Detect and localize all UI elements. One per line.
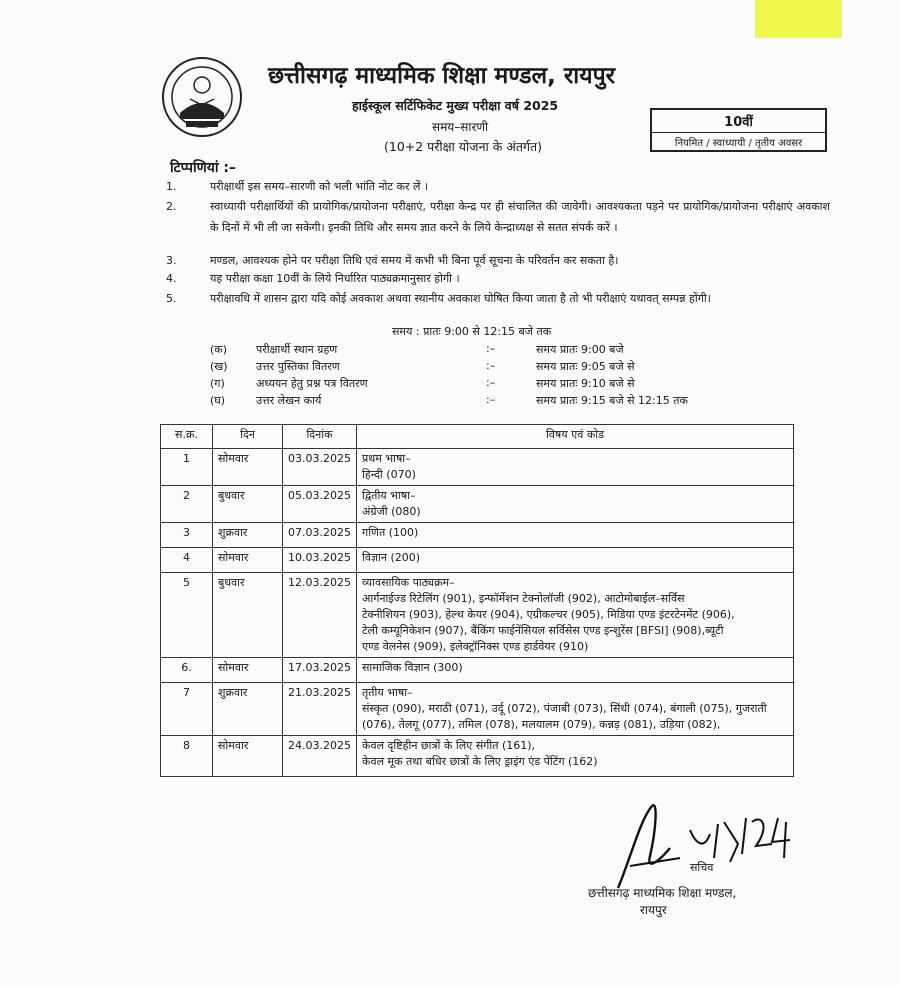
- timing-dash: :–: [486, 342, 496, 355]
- cell-date: 10.03.2025: [283, 548, 357, 573]
- board-seal-icon: [160, 55, 244, 139]
- timing-label: अध्ययन हेतु प्रश्न पत्र वितरण: [256, 377, 368, 390]
- table-row: [161, 658, 794, 683]
- cell-date: 07.03.2025: [283, 523, 357, 548]
- cell-date: 17.03.2025: [283, 658, 357, 683]
- cell-serial: 4: [161, 548, 213, 573]
- table-row: [161, 736, 794, 777]
- notes-heading: टिप्पणियां :–: [170, 160, 236, 176]
- cell-day: सोमवार: [213, 548, 283, 573]
- timing-time: समय प्रातः 9:00 बजे: [536, 343, 624, 356]
- timing-label: परीक्षार्थी स्थान ग्रहण: [256, 343, 338, 356]
- cell-serial: 7: [161, 683, 213, 736]
- subject-line: केवल मूक तथा बधिर छात्रों के लिए ड्राइंग एंड पेंटिंग (162): [362, 755, 598, 768]
- timing-dash: :–: [486, 376, 496, 389]
- cell-serial: 2: [161, 486, 213, 523]
- cell-day: बुधवार: [213, 573, 283, 658]
- signatory-org-line2: रायपुर: [640, 903, 667, 917]
- cell-date: 21.03.2025: [283, 683, 357, 736]
- cell-serial: 6.: [161, 658, 213, 683]
- subject-line: अंग्रेजी (080): [362, 505, 421, 518]
- timing-label: उत्तर पुस्तिका वितरण: [256, 360, 340, 373]
- note-number: 5.: [166, 292, 177, 305]
- subject-line: गणित (100): [362, 526, 419, 539]
- timing-key: (घ): [210, 394, 226, 407]
- timetable-label: समय–सारणी: [432, 120, 489, 134]
- timing-key: (ग): [210, 377, 225, 390]
- exam-schedule-table: [160, 424, 794, 777]
- header-serial: स.क्र.: [161, 425, 213, 449]
- subject-line: एण्ड वेलनेस (909), इलेक्ट्रॉनिक्स एण्ड हार्डवेयर (910): [362, 640, 589, 653]
- cell-subject: [357, 523, 794, 548]
- cell-day: शुक्रवार: [213, 523, 283, 548]
- cell-date: 05.03.2025: [283, 486, 357, 523]
- subject-line: (076), तेलगू (077), तमिल (078), मलयालम (079), कन्नड़ (081), उड़िया (082),: [362, 718, 721, 731]
- exam-subtitle: हाईस्कूल सर्टिफिकेट मुख्य परीक्षा वर्ष 2025: [352, 98, 559, 113]
- timing-time: समय प्रातः 9:10 बजे से: [536, 377, 635, 390]
- table-row: [161, 548, 794, 573]
- cell-serial: 5: [161, 573, 213, 658]
- header-day: दिन: [213, 425, 283, 449]
- subject-line: केवल दृष्टिहीन छात्रों के लिए संगीत (161),: [362, 739, 536, 752]
- cell-day: सोमवार: [213, 449, 283, 486]
- subject-line: प्रथम भाषा–: [362, 452, 411, 465]
- cell-day: सोमवार: [213, 658, 283, 683]
- cell-subject: [357, 683, 794, 736]
- subject-line: हिन्दी (070): [362, 468, 416, 481]
- header-date: दिनांक: [283, 425, 357, 449]
- cell-date: 24.03.2025: [283, 736, 357, 777]
- cell-day: बुधवार: [213, 486, 283, 523]
- subject-line: तृतीय भाषा–: [362, 686, 413, 699]
- cell-subject: [357, 736, 794, 777]
- cell-serial: 1: [161, 449, 213, 486]
- timing-time: समय प्रातः 9:05 बजे से: [536, 360, 635, 373]
- class-box-divider: [652, 132, 825, 133]
- table-row: [161, 523, 794, 548]
- subject-line: विज्ञान (200): [362, 551, 421, 564]
- table-header-row: [161, 425, 794, 449]
- note-text: परीक्षावधि में शासन द्वारा यदि कोई अवकाश अथवा स्थानीय अवकाश घोषित किया जाता है तो भी परीक्षाएं यथावत् सम्पन्न होंगी।: [210, 292, 711, 305]
- cell-subject: [357, 658, 794, 683]
- scheme-label: (10+2 परीक्षा योजना के अंतर्गत): [384, 139, 543, 154]
- table-row: [161, 486, 794, 523]
- note-text: स्वाध्यायी परीक्षार्थियों की प्रायोगिक/प्रायोजना परीक्षाएं, परीक्षा केन्द्र पर ही संचालित की जावेगी। आवश्यकता पड़ने पर प्रायोगिक/प्रायोजना परीक्षाएं अवकाश के दिनों में भी ली जा सकेगी। इनकी तिथि और समय ज्ञात करने के लिये केन्द्राध्यक्ष से सतत संपर्क करें ।: [210, 200, 830, 234]
- timing-row: [210, 376, 710, 394]
- timing-key: (ख): [210, 360, 228, 373]
- table-row: [161, 573, 794, 658]
- timing-row: [210, 359, 710, 377]
- note-number: 4.: [166, 272, 177, 285]
- cell-date: 03.03.2025: [283, 449, 357, 486]
- highlight-marker: [755, 0, 842, 38]
- timing-row: [210, 393, 730, 411]
- note-item: [166, 176, 830, 197]
- timing-dash: :–: [486, 393, 496, 406]
- cell-serial: 8: [161, 736, 213, 777]
- cell-day: सोमवार: [213, 736, 283, 777]
- header-subject: विषय एवं कोड: [357, 425, 794, 449]
- timing-key: (क): [210, 343, 228, 356]
- subject-line: संस्कृत (090), मराठी (071), उर्दू (072), पंजाबी (073), सिंधी (074), बंगाली (075), गुजराती: [362, 702, 767, 715]
- subject-line: आर्गनाईज्ड रिटेलिंग (901), इन्फॉर्मेशन टेक्नोलॉजी (902), आटोमोबाईल–सर्विस: [362, 592, 685, 605]
- timing-time: समय प्रातः 9:15 बजे से 12:15 तक: [536, 394, 688, 407]
- cell-subject: [357, 548, 794, 573]
- signatory-org-line1: छत्तीसगढ़ माध्यमिक शिक्षा मण्डल,: [588, 886, 737, 900]
- table-row: [161, 683, 794, 736]
- subject-line: व्यावसायिक पाठ्यक्रम–: [362, 576, 455, 589]
- class-categories: नियमित / स्वाध्यायी / तृतीय अवसर: [674, 138, 803, 149]
- note-item: [166, 268, 830, 289]
- timing-row: [210, 342, 710, 360]
- note-number: 2.: [166, 200, 177, 213]
- cell-date: 12.03.2025: [283, 573, 357, 658]
- cell-subject: [357, 449, 794, 486]
- note-text: परीक्षार्थी इस समय–सारणी को भली भांति नोट कर लें ।: [210, 180, 429, 193]
- note-text: यह परीक्षा कक्षा 10वीं के लिये निर्धारित पाठ्यक्रमानुसार होगी ।: [210, 272, 460, 285]
- subject-line: सामाजिक विज्ञान (300): [362, 661, 463, 674]
- cell-day: शुक्रवार: [213, 683, 283, 736]
- subject-line: द्वितीय भाषा–: [362, 489, 416, 502]
- table-row: [161, 449, 794, 486]
- timing-dash: :–: [486, 359, 496, 372]
- note-text: मण्डल, आवश्यक होने पर परीक्षा तिथि एवं समय में कभी भी बिना पूर्व सूचना के परिवर्तन कर सकता है।: [210, 254, 619, 267]
- subject-line: टेक्नीशियन (903), हेल्थ केयर (904), एग्रीकल्चर (905), मिडिया एण्ड इंटरटेनमेंट (906),: [362, 608, 735, 621]
- cell-serial: 3: [161, 523, 213, 548]
- timing-label: उत्तर लेखन कार्य: [256, 394, 322, 407]
- cell-subject: [357, 573, 794, 658]
- note-number: 1.: [166, 180, 177, 193]
- board-title: छत्तीसगढ़ माध्यमिक शिक्षा मण्डल, रायपुर: [268, 63, 616, 89]
- subject-line: टेली कम्यूनिकेशन (907), बैंकिंग फाईनेंसियल सर्विसेस एण्ड इन्शुरेंस [BFSI] (908),ब्यूटी: [362, 624, 724, 637]
- cell-subject: [357, 486, 794, 523]
- class-box: [650, 108, 827, 152]
- signatory-designation: सचिव: [690, 861, 714, 874]
- class-label: 10वीं: [724, 115, 753, 130]
- timing-heading: समय : प्रातः 9:00 से 12:15 बजे तक: [392, 325, 552, 338]
- handwritten-signature-icon: [600, 800, 840, 890]
- note-number: 3.: [166, 254, 177, 267]
